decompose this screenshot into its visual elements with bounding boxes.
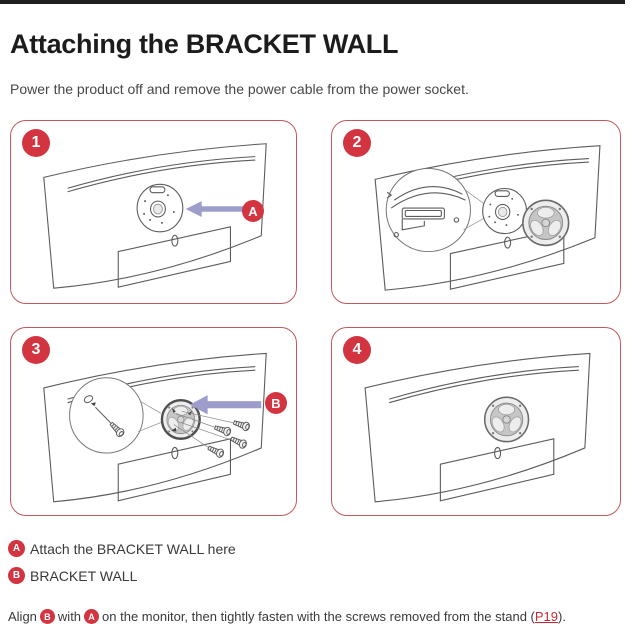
legend-item-a xyxy=(8,540,236,557)
footer-text-2: with xyxy=(57,609,82,624)
legend-b-badge: B xyxy=(8,567,25,584)
footer-text-3: on the monitor, then tightly fasten with the screws removed from the stand ( xyxy=(102,609,535,624)
footer-instruction xyxy=(8,609,566,624)
step-panel-1 xyxy=(10,120,297,304)
step-number-badge-3: 3 xyxy=(22,336,50,364)
step-4-illustration xyxy=(332,328,620,515)
footer-text-1: Align xyxy=(8,609,37,624)
legend-b-text: BRACKET WALL xyxy=(30,567,138,584)
step-3-illustration xyxy=(11,328,296,515)
step-2-illustration xyxy=(332,121,620,303)
marker-a-badge: A xyxy=(242,200,264,222)
step-panel-3 xyxy=(10,327,297,516)
step-number-badge-2: 2 xyxy=(343,129,371,157)
footer-text-4: ). xyxy=(558,609,566,624)
footer-a-badge: A xyxy=(84,609,99,624)
top-divider xyxy=(0,0,625,4)
page-subtitle: Power the product off and remove the power cable from the power socket. xyxy=(10,81,469,97)
step-panel-4 xyxy=(331,327,621,516)
legend-a-text: Attach the BRACKET WALL here xyxy=(30,540,236,557)
step-number-badge-1: 1 xyxy=(22,129,50,157)
step-panel-2 xyxy=(331,120,621,304)
step-number-badge-4: 4 xyxy=(343,336,371,364)
footer-b-badge: B xyxy=(40,609,55,624)
marker-b-badge: B xyxy=(265,392,287,414)
page-title: Attaching the BRACKET WALL xyxy=(10,29,399,59)
legend-a-badge: A xyxy=(8,540,25,557)
legend-item-b xyxy=(8,567,137,584)
page-19-link[interactable]: P19 xyxy=(534,609,559,624)
